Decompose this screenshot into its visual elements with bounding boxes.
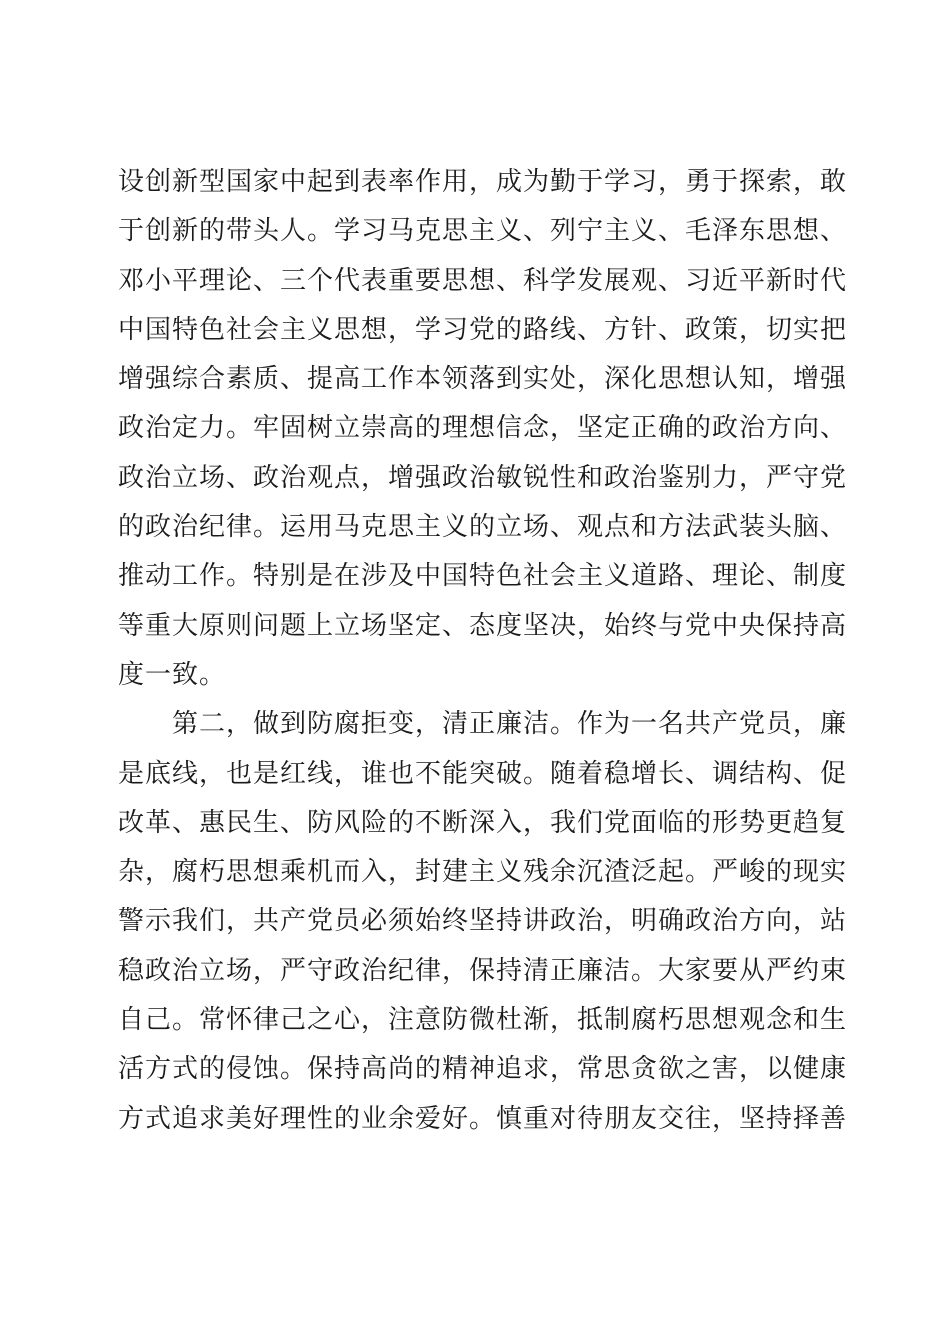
text-line: 活方式的侵蚀。保持高尚的精神追求，常思贪欲之害，以健康 xyxy=(118,1054,848,1085)
paragraph-2 xyxy=(118,700,848,1144)
text-line: 增强综合素质、提高工作本领落到实处，深化思想认知，增强 xyxy=(118,364,848,395)
text-line: 自己。常怀律己之心，注意防微杜渐，抵制腐朽思想观念和生 xyxy=(118,1005,848,1036)
text-line: 杂，腐朽思想乘机而入，封建主义残余沉渣泛起。严峻的现实 xyxy=(118,857,848,888)
text-line: 警示我们，共产党员必须始终坚持讲政治，明确政治方向，站 xyxy=(118,906,848,937)
text-line: 邓小平理论、三个代表重要思想、科学发展观、习近平新时代 xyxy=(118,265,848,296)
text-line: 是底线，也是红线，谁也不能突破。随着稳增长、调结构、促 xyxy=(118,758,848,789)
text-line: 改革、惠民生、防风险的不断深入，我们党面临的形势更趋复 xyxy=(118,807,848,838)
text-line: 设创新型国家中起到表率作用，成为勤于学习，勇于探索，敢 xyxy=(118,167,848,197)
text-line: 度一致。 xyxy=(118,659,227,690)
text-line: 等重大原则问题上立场坚定、态度坚决，始终与党中央保持高 xyxy=(118,610,848,641)
text-line: 第二，做到防腐拒变，清正廉洁。作为一名共产党员，廉 xyxy=(172,709,848,740)
paragraph-1 xyxy=(118,158,848,700)
text-line: 方式追求美好理性的业余爱好。慎重对待朋友交往，坚持择善 xyxy=(118,1103,848,1134)
text-line: 的政治纪律。运用马克思主义的立场、观点和方法武装头脑、 xyxy=(118,512,848,543)
text-line: 政治定力。牢固树立崇高的理想信念，坚定正确的政治方向、 xyxy=(118,413,848,444)
text-line: 于创新的带头人。学习马克思主义、列宁主义、毛泽东思想、 xyxy=(118,216,848,247)
text-line: 中国特色社会主义思想，学习党的路线、方针、政策，切实把 xyxy=(118,314,848,345)
document-page xyxy=(118,158,848,1144)
text-line: 推动工作。特别是在涉及中国特色社会主义道路、理论、制度 xyxy=(118,561,848,592)
text-line: 稳政治立场，严守政治纪律，保持清正廉洁。大家要从严约束 xyxy=(118,955,848,986)
text-line: 政治立场、政治观点，增强政治敏锐性和政治鉴别力，严守党 xyxy=(118,462,848,493)
